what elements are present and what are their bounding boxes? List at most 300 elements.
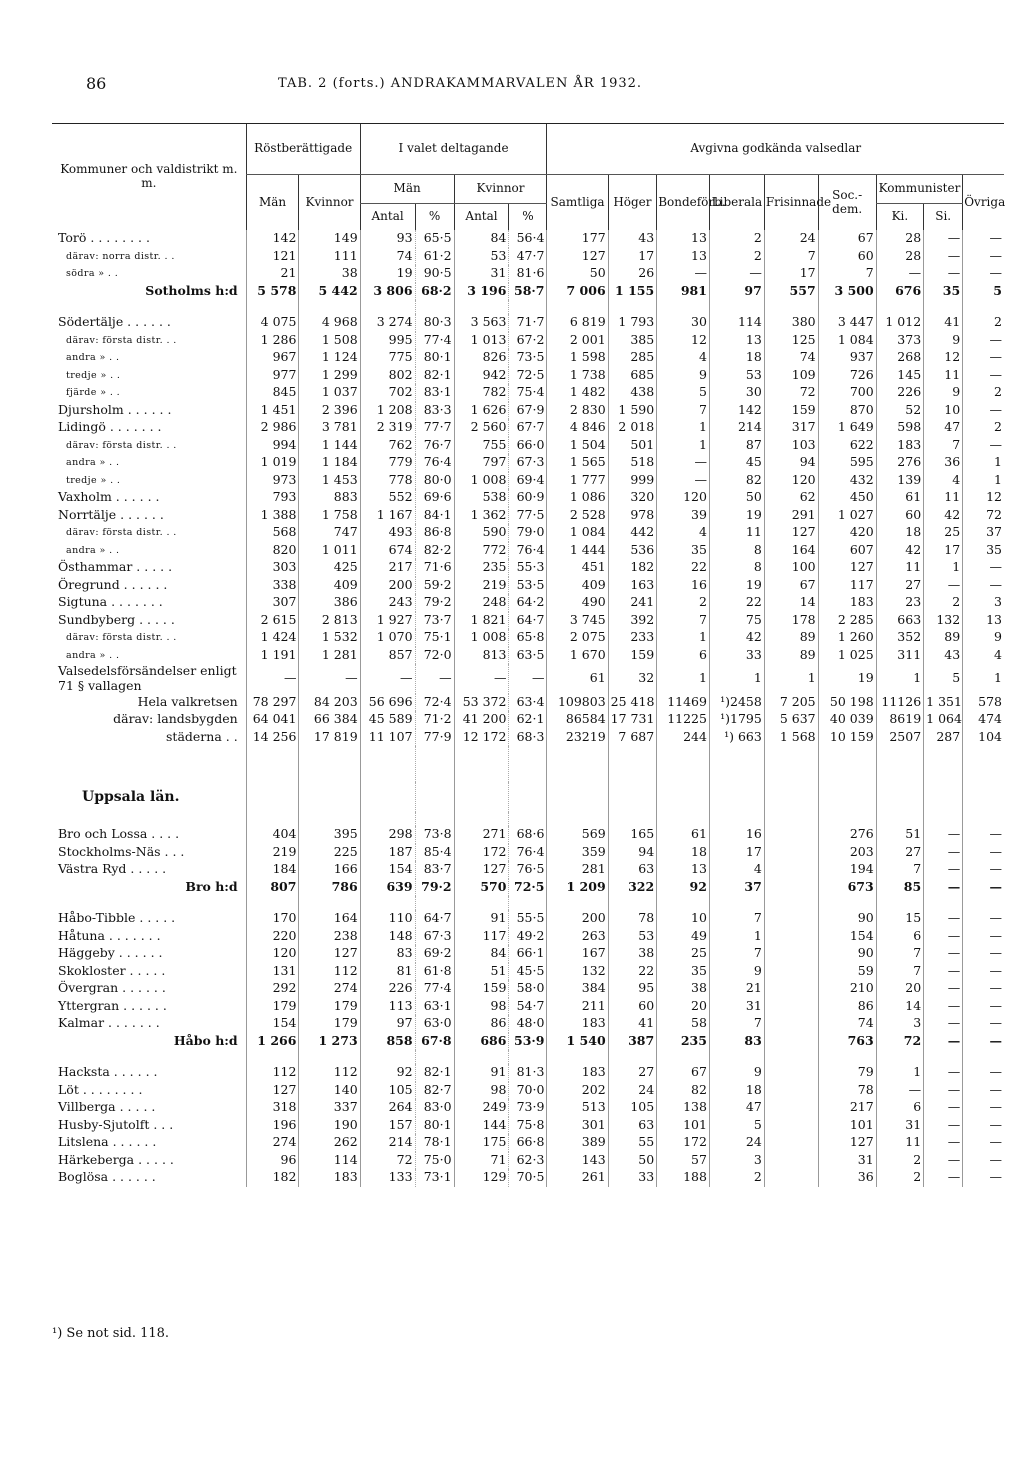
row-label: andra » . . bbox=[66, 352, 120, 364]
table-cell: 148 bbox=[360, 928, 415, 946]
table-cell: 53 bbox=[608, 928, 657, 946]
empty-cell bbox=[963, 746, 1004, 782]
table-cell: 81·3 bbox=[509, 1064, 547, 1082]
table-cell: 1 362 bbox=[454, 507, 509, 525]
table-cell: 59·2 bbox=[415, 577, 454, 595]
table-cell: — bbox=[963, 349, 1004, 367]
empty-cell bbox=[657, 812, 710, 826]
table-cell: 14 bbox=[764, 594, 818, 612]
col-ovriga: Övriga bbox=[963, 175, 1004, 231]
table-cell: — bbox=[963, 844, 1004, 862]
table-cell: 1 598 bbox=[547, 349, 608, 367]
col-samtliga: Samtliga bbox=[547, 175, 608, 231]
table-cell: 61 bbox=[547, 664, 608, 694]
table-cell: 19 bbox=[709, 507, 764, 525]
table-cell: 127 bbox=[454, 861, 509, 879]
row-label: Västra Ryd . . . . . bbox=[58, 861, 167, 877]
table-row bbox=[52, 524, 1004, 542]
empty-cell bbox=[509, 300, 547, 314]
table-cell: ¹)1795 bbox=[709, 711, 764, 729]
col-rostberattigade: Röstberättigade bbox=[246, 124, 360, 175]
table-cell: 9 bbox=[709, 1064, 764, 1082]
table-cell: — bbox=[924, 1152, 963, 1170]
table-cell: 32 bbox=[608, 664, 657, 694]
empty-cell bbox=[963, 782, 1004, 812]
row-label: Sotholms h:d bbox=[145, 282, 238, 298]
table-cell: 7 bbox=[709, 910, 764, 928]
table-cell: 513 bbox=[547, 1099, 608, 1117]
table-cell: 1 260 bbox=[818, 629, 876, 647]
table-cell: 352 bbox=[876, 629, 923, 647]
table-cell: — bbox=[963, 559, 1004, 577]
empty-cell bbox=[876, 782, 923, 812]
row-label: Hela valkretsen bbox=[137, 693, 238, 709]
table-cell: 389 bbox=[547, 1134, 608, 1152]
empty-cell bbox=[246, 746, 299, 782]
table-row bbox=[52, 594, 1004, 612]
table-cell: 60 bbox=[876, 507, 923, 525]
table-cell: 27 bbox=[876, 577, 923, 595]
spacer-row bbox=[52, 1050, 1004, 1064]
table-cell: 1 bbox=[709, 664, 764, 694]
table-cell: 249 bbox=[454, 1099, 509, 1117]
table-cell: 138 bbox=[657, 1099, 710, 1117]
table-cell: 76·4 bbox=[509, 844, 547, 862]
table-cell: 104 bbox=[963, 729, 1004, 747]
empty-cell bbox=[764, 782, 818, 812]
table-cell: 1 540 bbox=[547, 1033, 608, 1051]
table-cell: 2 bbox=[963, 314, 1004, 332]
table-cell: 568 bbox=[246, 524, 299, 542]
empty-cell bbox=[709, 1050, 764, 1064]
table-row bbox=[52, 826, 1004, 844]
row-label bbox=[52, 1050, 246, 1064]
table-cell: 285 bbox=[608, 349, 657, 367]
table-cell: 77·9 bbox=[415, 729, 454, 747]
table-cell: 70·5 bbox=[509, 1169, 547, 1187]
table-body bbox=[52, 230, 1004, 1187]
table-cell: 77·7 bbox=[415, 419, 454, 437]
table-cell: 183 bbox=[299, 1169, 360, 1187]
table-cell: 78 bbox=[818, 1082, 876, 1100]
table-cell: — bbox=[246, 664, 299, 694]
table-cell: 86 bbox=[818, 998, 876, 1016]
table-cell: 3 bbox=[963, 594, 1004, 612]
table-cell: 5 bbox=[963, 283, 1004, 301]
empty-cell bbox=[608, 1050, 657, 1064]
table-cell: 132 bbox=[924, 612, 963, 630]
table-row bbox=[52, 928, 1004, 946]
table-cell: 16 bbox=[657, 577, 710, 595]
empty-cell bbox=[657, 782, 710, 812]
empty-cell bbox=[415, 896, 454, 910]
table-cell: 13 bbox=[963, 612, 1004, 630]
table-cell: 217 bbox=[818, 1099, 876, 1117]
table-cell: 578 bbox=[963, 694, 1004, 712]
table-cell: 45 bbox=[709, 454, 764, 472]
table-cell: 17 bbox=[608, 248, 657, 266]
table-row bbox=[52, 265, 1004, 283]
table-cell: 63·5 bbox=[509, 647, 547, 665]
table-cell: 66·8 bbox=[509, 1134, 547, 1152]
table-cell: 159 bbox=[454, 980, 509, 998]
table-cell: 7 bbox=[876, 945, 923, 963]
table-cell: 18 bbox=[709, 1082, 764, 1100]
empty-cell bbox=[764, 1050, 818, 1064]
row-label: Boglösa . . . . . . bbox=[58, 1169, 156, 1185]
table-cell: 1 208 bbox=[360, 402, 415, 420]
table-cell: 1 451 bbox=[246, 402, 299, 420]
table-cell: 28 bbox=[876, 248, 923, 266]
table-cell: 40 039 bbox=[818, 711, 876, 729]
table-cell: 7 bbox=[924, 437, 963, 455]
table-row bbox=[52, 1015, 1004, 1033]
empty-cell bbox=[924, 782, 963, 812]
table-row bbox=[52, 1134, 1004, 1152]
table-cell: 1 bbox=[657, 629, 710, 647]
table-cell: 2 986 bbox=[246, 419, 299, 437]
table-cell: 144 bbox=[454, 1117, 509, 1135]
table-cell: — bbox=[963, 1169, 1004, 1187]
table-row bbox=[52, 694, 1004, 712]
empty-cell bbox=[415, 746, 454, 782]
row-label: därav: första distr. . . bbox=[66, 527, 177, 539]
table-cell: — bbox=[963, 402, 1004, 420]
table-cell: 557 bbox=[764, 283, 818, 301]
total-row bbox=[52, 879, 1004, 897]
col-bondeforb: Bondeförb. bbox=[657, 175, 710, 231]
table-cell: 6 bbox=[876, 928, 923, 946]
table-cell: 779 bbox=[360, 454, 415, 472]
table-cell bbox=[764, 879, 818, 897]
table-cell: — bbox=[299, 664, 360, 694]
table-cell: 133 bbox=[360, 1169, 415, 1187]
table-cell: 53 bbox=[709, 367, 764, 385]
table-cell: 1 bbox=[876, 664, 923, 694]
table-cell: 1 bbox=[657, 664, 710, 694]
table-cell: 26 bbox=[608, 265, 657, 283]
table-cell: 43 bbox=[924, 647, 963, 665]
table-cell: 35 bbox=[657, 963, 710, 981]
table-row bbox=[52, 472, 1004, 490]
row-label bbox=[52, 746, 246, 782]
table-cell: 47 bbox=[709, 1099, 764, 1117]
col-liberala: Liberala bbox=[709, 175, 764, 231]
table-cell: — bbox=[876, 1082, 923, 1100]
table-row bbox=[52, 1099, 1004, 1117]
table-cell: 142 bbox=[246, 230, 299, 248]
table-cell: 802 bbox=[360, 367, 415, 385]
table-cell: 1 124 bbox=[299, 349, 360, 367]
table-cell: 35 bbox=[924, 283, 963, 301]
empty-cell bbox=[246, 300, 299, 314]
row-label: Vaxholm . . . . . . bbox=[58, 489, 160, 505]
table-cell: 184 bbox=[246, 861, 299, 879]
row-label: Håtuna . . . . . . . bbox=[58, 927, 161, 943]
table-cell: 942 bbox=[454, 367, 509, 385]
table-cell: 67·8 bbox=[415, 1033, 454, 1051]
table-cell: 1 008 bbox=[454, 629, 509, 647]
table-cell: 7 bbox=[657, 402, 710, 420]
table-row bbox=[52, 230, 1004, 248]
table-cell: 607 bbox=[818, 542, 876, 560]
table-cell: 493 bbox=[360, 524, 415, 542]
row-label: Bro h:d bbox=[185, 878, 238, 894]
empty-cell bbox=[657, 1050, 710, 1064]
row-label bbox=[52, 896, 246, 910]
table-cell: 25 bbox=[657, 945, 710, 963]
empty-cell bbox=[876, 746, 923, 782]
row-label: Husby-Sjutolft . . . bbox=[58, 1116, 174, 1132]
row-label: Uppsala län. bbox=[82, 788, 180, 805]
table-cell: 28 bbox=[876, 230, 923, 248]
row-label: tredje » . . bbox=[66, 369, 121, 381]
table-cell: 2 396 bbox=[299, 402, 360, 420]
empty-cell bbox=[876, 300, 923, 314]
table-cell: 73·5 bbox=[509, 349, 547, 367]
table-cell: — bbox=[963, 1152, 1004, 1170]
table-cell: 292 bbox=[246, 980, 299, 998]
table-cell: 1 bbox=[876, 1064, 923, 1082]
table-cell: 3 bbox=[876, 1015, 923, 1033]
table-cell: 3 806 bbox=[360, 283, 415, 301]
table-cell: 2 bbox=[709, 1169, 764, 1187]
table-cell: 404 bbox=[246, 826, 299, 844]
table-cell: 39 bbox=[657, 507, 710, 525]
table-cell: 1 191 bbox=[246, 647, 299, 665]
table-cell: 83 bbox=[709, 1033, 764, 1051]
table-cell: 85·4 bbox=[415, 844, 454, 862]
table-cell: — bbox=[963, 826, 1004, 844]
table-cell: 31 bbox=[709, 998, 764, 1016]
table-cell: 109 bbox=[764, 367, 818, 385]
table-cell: 70·0 bbox=[509, 1082, 547, 1100]
table-cell: 17 731 bbox=[608, 711, 657, 729]
table-cell: 111 bbox=[299, 248, 360, 266]
table-cell: 1 388 bbox=[246, 507, 299, 525]
table-cell: 3 563 bbox=[454, 314, 509, 332]
table-cell: 164 bbox=[764, 542, 818, 560]
table-cell: 45·5 bbox=[509, 963, 547, 981]
table-cell: 41 bbox=[924, 314, 963, 332]
table-cell: 35 bbox=[963, 542, 1004, 560]
table-cell: 595 bbox=[818, 454, 876, 472]
empty-cell bbox=[924, 812, 963, 826]
table-cell: 42 bbox=[924, 507, 963, 525]
table-cell: 1 590 bbox=[608, 402, 657, 420]
table-cell: 117 bbox=[818, 577, 876, 595]
table-cell: 58·0 bbox=[509, 980, 547, 998]
table-cell: 2 319 bbox=[360, 419, 415, 437]
table-cell: 5 637 bbox=[764, 711, 818, 729]
table-cell: 66·0 bbox=[509, 437, 547, 455]
table-cell: 686 bbox=[454, 1033, 509, 1051]
table-cell: 4 075 bbox=[246, 314, 299, 332]
row-label: andra » . . bbox=[66, 649, 120, 661]
table-cell: 786 bbox=[299, 879, 360, 897]
table-cell: 5 bbox=[657, 384, 710, 402]
table-cell: 674 bbox=[360, 542, 415, 560]
empty-cell bbox=[876, 896, 923, 910]
table-cell: — bbox=[963, 998, 1004, 1016]
table-cell: 2 615 bbox=[246, 612, 299, 630]
table-cell: 200 bbox=[547, 910, 608, 928]
table-cell: 3 500 bbox=[818, 283, 876, 301]
table-cell: 78·1 bbox=[415, 1134, 454, 1152]
table-cell: 82 bbox=[709, 472, 764, 490]
table-cell: 977 bbox=[246, 367, 299, 385]
table-cell: 84 bbox=[454, 230, 509, 248]
table-cell: 5 578 bbox=[246, 283, 299, 301]
table-cell: 210 bbox=[818, 980, 876, 998]
table-cell: 79·0 bbox=[509, 524, 547, 542]
table-row bbox=[52, 910, 1004, 928]
page-title: TAB. 2 (forts.) ANDRAKAMMARVALEN ÅR 1932. bbox=[278, 76, 643, 91]
table-cell: 24 bbox=[764, 230, 818, 248]
empty-cell bbox=[657, 896, 710, 910]
table-cell: 13 bbox=[657, 861, 710, 879]
table-cell: ¹) 663 bbox=[709, 729, 764, 747]
table-cell: 3 274 bbox=[360, 314, 415, 332]
table-cell: 31 bbox=[818, 1152, 876, 1170]
table-cell: 7 bbox=[876, 861, 923, 879]
table-cell: 113 bbox=[360, 998, 415, 1016]
table-cell: 21 bbox=[246, 265, 299, 283]
table-cell: — bbox=[963, 963, 1004, 981]
empty-cell bbox=[608, 782, 657, 812]
table-cell: 182 bbox=[246, 1169, 299, 1187]
table-cell: 75·8 bbox=[509, 1117, 547, 1135]
empty-cell bbox=[454, 746, 509, 782]
row-label: därav: norra distr. . . bbox=[66, 250, 175, 262]
table-cell: 274 bbox=[246, 1134, 299, 1152]
table-cell: — bbox=[924, 826, 963, 844]
table-cell: 219 bbox=[246, 844, 299, 862]
table-cell: 2 bbox=[709, 248, 764, 266]
table-cell: 7 006 bbox=[547, 283, 608, 301]
table-cell: 261 bbox=[547, 1169, 608, 1187]
row-label: därav: första distr. . . bbox=[66, 334, 177, 346]
spacer-row bbox=[52, 896, 1004, 910]
table-cell: 37 bbox=[709, 879, 764, 897]
table-cell: 23 bbox=[876, 594, 923, 612]
table-cell: 94 bbox=[764, 454, 818, 472]
table-cell: — bbox=[924, 945, 963, 963]
row-label: Härkeberga . . . . . bbox=[58, 1151, 174, 1167]
table-cell: 320 bbox=[608, 489, 657, 507]
table-cell: 82 bbox=[657, 1082, 710, 1100]
table-cell: 139 bbox=[876, 472, 923, 490]
table-cell: 76·4 bbox=[509, 542, 547, 560]
table-cell: 268 bbox=[876, 349, 923, 367]
table-cell: ¹)2458 bbox=[709, 694, 764, 712]
table-cell: 1 209 bbox=[547, 879, 608, 897]
table-cell: 2507 bbox=[876, 729, 923, 747]
table-cell: 244 bbox=[657, 729, 710, 747]
table-cell: 1 508 bbox=[299, 332, 360, 350]
table-row bbox=[52, 559, 1004, 577]
table-cell: 61·8 bbox=[415, 963, 454, 981]
table-cell: — bbox=[963, 1082, 1004, 1100]
table-cell: 233 bbox=[608, 629, 657, 647]
table-cell: — bbox=[963, 1099, 1004, 1117]
table-cell: 83·1 bbox=[415, 384, 454, 402]
table-row bbox=[52, 437, 1004, 455]
table-cell: 114 bbox=[709, 314, 764, 332]
table-cell: 1 155 bbox=[608, 283, 657, 301]
table-cell: 166 bbox=[299, 861, 360, 879]
row-label: fjärde » . . bbox=[66, 387, 121, 399]
table-cell: — bbox=[876, 265, 923, 283]
table-cell: 92 bbox=[360, 1064, 415, 1082]
empty-cell bbox=[963, 300, 1004, 314]
row-label: Lidingö . . . . . . . bbox=[58, 419, 162, 435]
table-cell: 7 bbox=[818, 265, 876, 283]
table-cell: 11 bbox=[876, 1134, 923, 1152]
table-cell: 2 813 bbox=[299, 612, 360, 630]
table-cell: 154 bbox=[818, 928, 876, 946]
table-cell: 58·7 bbox=[509, 283, 547, 301]
spacer-row bbox=[52, 746, 1004, 782]
table-cell: 73·9 bbox=[509, 1099, 547, 1117]
table-cell: 103 bbox=[764, 437, 818, 455]
empty-cell bbox=[963, 1050, 1004, 1064]
table-cell: — bbox=[963, 879, 1004, 897]
table-row bbox=[52, 647, 1004, 665]
table-cell: 36 bbox=[924, 454, 963, 472]
table-cell: 97 bbox=[360, 1015, 415, 1033]
spacer-row bbox=[52, 812, 1004, 826]
table-cell: 65·5 bbox=[415, 230, 454, 248]
table-cell: 307 bbox=[246, 594, 299, 612]
table-cell: 68·2 bbox=[415, 283, 454, 301]
table-cell: 219 bbox=[454, 577, 509, 595]
table-cell: 17 bbox=[709, 844, 764, 862]
table-cell: 211 bbox=[547, 998, 608, 1016]
col-deltagande: I valet deltagande bbox=[360, 124, 547, 175]
table-cell: 4 bbox=[657, 349, 710, 367]
table-cell: 62·3 bbox=[509, 1152, 547, 1170]
table-cell: 63·4 bbox=[509, 694, 547, 712]
table-cell: 1 281 bbox=[299, 647, 360, 665]
table-cell: 47·7 bbox=[509, 248, 547, 266]
table-cell: 63 bbox=[608, 1117, 657, 1135]
table-cell: 121 bbox=[246, 248, 299, 266]
table-cell: 217 bbox=[360, 559, 415, 577]
table-cell: 973 bbox=[246, 472, 299, 490]
table-cell: 243 bbox=[360, 594, 415, 612]
table-cell: 501 bbox=[608, 437, 657, 455]
empty-cell bbox=[924, 1050, 963, 1064]
table-cell: 131 bbox=[246, 963, 299, 981]
empty-cell bbox=[509, 746, 547, 782]
table-cell: 1 273 bbox=[299, 1033, 360, 1051]
table-cell: 84 bbox=[454, 945, 509, 963]
table-row bbox=[52, 629, 1004, 647]
col-kommunister: Kommunister bbox=[876, 175, 963, 204]
table-cell: — bbox=[924, 1015, 963, 1033]
table-cell: 1 351 bbox=[924, 694, 963, 712]
table-cell: 80·0 bbox=[415, 472, 454, 490]
table-cell bbox=[764, 1099, 818, 1117]
table-row bbox=[52, 998, 1004, 1016]
table-cell: 66 384 bbox=[299, 711, 360, 729]
col-antal-man: Antal bbox=[360, 204, 415, 231]
table-row bbox=[52, 419, 1004, 437]
table-cell: 663 bbox=[876, 612, 923, 630]
row-label: Övergran . . . . . . bbox=[58, 980, 166, 996]
empty-cell bbox=[818, 896, 876, 910]
